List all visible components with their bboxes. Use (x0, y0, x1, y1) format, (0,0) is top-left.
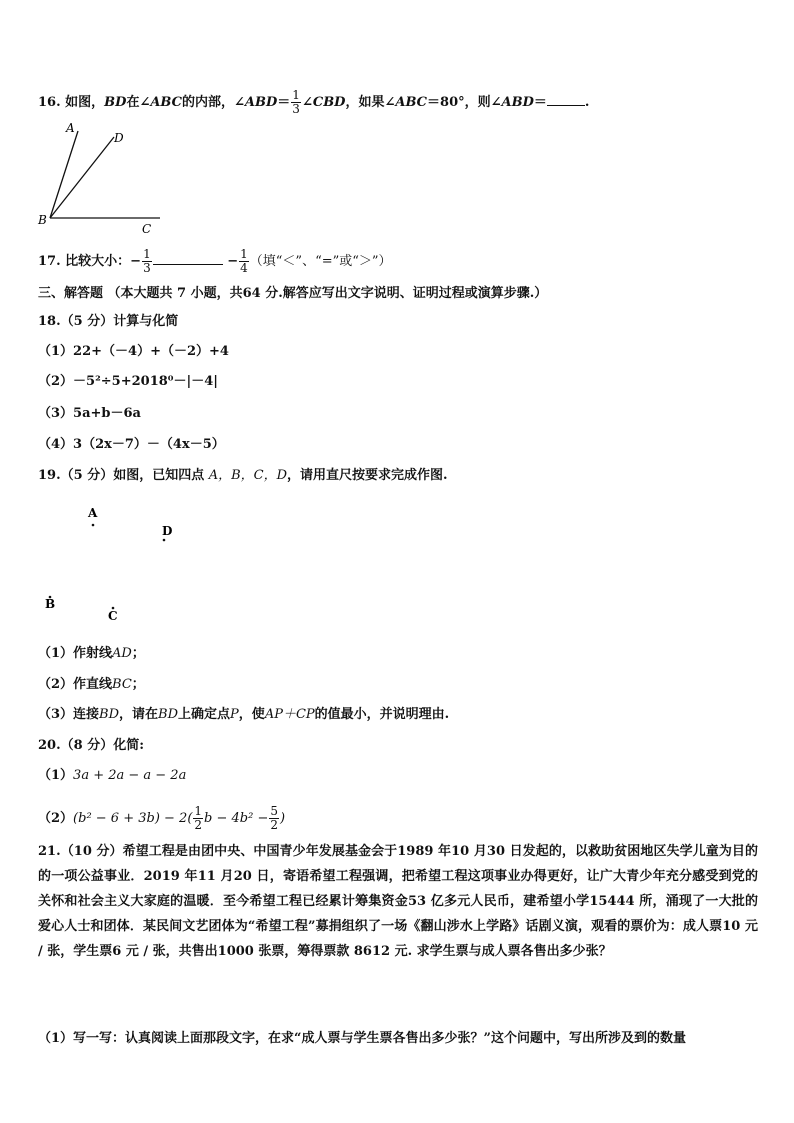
q17-hint: （填“＜”、“=”或“＞”） (249, 254, 392, 269)
label-b: B (38, 213, 47, 227)
q20-text: （1） (38, 768, 74, 783)
point-d (163, 539, 166, 542)
q16-text: ＝80°，则∠ (427, 95, 502, 110)
q19-math: AP＋CP (264, 707, 315, 722)
points-figure-19 (40, 505, 180, 625)
q19-text: ，使 (238, 707, 265, 722)
point-label-d: D (162, 524, 173, 538)
q20-item-2 (38, 805, 285, 832)
q16-abc: ABC (395, 95, 428, 110)
q19-item-2 (38, 676, 145, 694)
label-c: C (142, 222, 152, 236)
answer-blank[interactable] (547, 105, 585, 106)
label-a: A (66, 121, 75, 135)
label-d: D (114, 131, 124, 145)
frac-den: 4 (240, 261, 248, 275)
q19-text: （1）作射线 (38, 646, 113, 661)
frac-num: 5 (270, 804, 278, 818)
q16-abc: ABC (150, 95, 183, 110)
fraction-one-third (142, 248, 152, 275)
ray-ba (50, 131, 78, 218)
frac-den: 2 (270, 818, 278, 832)
q17-text: 比较大小：− (65, 254, 142, 269)
answer-blank[interactable] (153, 264, 223, 265)
angle-figure-16 (36, 118, 166, 234)
minus-sign: − (227, 254, 239, 269)
q20-expr: ) (280, 811, 286, 826)
ray-bd (50, 137, 114, 218)
question-number: 16. (38, 95, 61, 110)
q19-text: ； (131, 646, 145, 661)
point-label-b: B (45, 597, 56, 611)
q19-math: BC (112, 677, 132, 692)
q19-text: ，请用直尺按要求完成作图. (287, 468, 448, 483)
q16-text: ，如果∠ (345, 95, 396, 110)
q19-points: A，B，C，D (208, 468, 288, 483)
q16-text: . (584, 95, 590, 110)
q20-item-1 (38, 767, 186, 785)
q20-title: 20.（8 分）化简: (38, 738, 144, 753)
point-a (92, 524, 95, 527)
q18-item-4: （4）3（2x－7）－（4x－5） (38, 437, 225, 452)
fraction-five-halves (269, 805, 279, 832)
frac-den: 3 (143, 261, 151, 275)
q19-text: 19.（5 分）如图，已知四点 (38, 468, 205, 483)
section-heading: 三、解答题 （本大题共 7 小题，共64 分.解答应写出文字说明、证明过程或演算步骤.） (38, 286, 548, 301)
fraction-one-third (291, 89, 301, 116)
q16-text: 的内部，∠ (182, 95, 245, 110)
q16-line (38, 89, 589, 116)
q16-cbd: CBD (312, 95, 346, 110)
q19-item-3 (38, 706, 449, 724)
fraction-one-half (193, 805, 203, 832)
q16-text: 如图， (65, 95, 105, 110)
q19-title (38, 467, 448, 485)
q16-abd: ABD (501, 95, 534, 110)
point-label-a: A (88, 506, 98, 520)
q16-text: ＝ (533, 95, 547, 110)
q16-text: ∠ (301, 95, 313, 110)
q16-bd: BD (104, 95, 127, 110)
q19-text: （2）作直线 (38, 677, 113, 692)
question-number: 17. (38, 254, 61, 269)
q18-item-3: （3）5a+b－6a (38, 406, 141, 421)
q19-item-1 (38, 645, 145, 663)
frac-num: 1 (240, 247, 248, 261)
q18-title: 18.（5 分）计算与化简 (38, 314, 179, 329)
q20-expr: 3a + 2a − a − 2a (73, 768, 187, 783)
frac-num: 1 (194, 804, 203, 818)
q16-abd: ABD (244, 95, 278, 110)
q19-text: ，请在 (119, 707, 159, 722)
q20-expr: (b² − 6 + 3b) − 2( (73, 811, 193, 826)
frac-num: 1 (143, 247, 151, 261)
q19-math: P (230, 707, 239, 722)
frac-num: 1 (292, 88, 300, 102)
q19-math: BD (99, 707, 120, 722)
frac-den: 2 (194, 818, 203, 832)
frac-den: 3 (292, 102, 300, 116)
fraction-one-fourth (239, 248, 249, 275)
q19-text: （3）连接 (38, 707, 100, 722)
q19-math: BD (158, 707, 179, 722)
q19-math: AD (112, 646, 132, 661)
q21-paragraph: 21.（10 分）希望工程是由团中央、中国青少年发展基金会于1989 年10 月30 日发起的，以救助贫困地区失学儿童为目的的一项公益事业．2019 年11 月20 日，寄语希望工程强调，把希望工程这项事业办得更好，让广大青少年充分感受到党的关怀和社会主义大家庭的温暖．至今希望工程已经累计筹集资金53 亿多元人民币，建希望小学15444 所，涌现了一大批的爱心人士和团体．某民间文艺团体为“希望工程”募捐组织了一场《翻山涉水上学路》话剧义演，观看的票价为：成人票10 元 / 张，学生票6 元 / 张，共售出1000 张票，筹得票款 8612 元. 求学生票与成人票各售出多少张？ (38, 844, 758, 959)
q18-item-2: （2）－5²÷5+2018⁰－|－4| (38, 374, 218, 389)
q16-text: 在∠ (126, 95, 151, 110)
q16-eq: ＝ (277, 95, 291, 110)
q20-expr: b − 4b² − (204, 811, 269, 826)
q19-text: 的值最小，并说明理由. (314, 707, 450, 722)
q19-text: ； (131, 677, 145, 692)
q20-text: （2） (38, 811, 74, 826)
point-label-c: C (108, 609, 118, 623)
q17-line (38, 248, 392, 275)
q18-item-1: （1）22+（－4）+（－2）+4 (38, 344, 229, 359)
q21-item-1: （1）写一写：认真阅读上面那段文字，在求“成人票与学生票各售出多少张？”这个问题中，写出所涉及到的数量 (38, 1031, 687, 1046)
q19-text: 上确定点 (178, 707, 231, 722)
